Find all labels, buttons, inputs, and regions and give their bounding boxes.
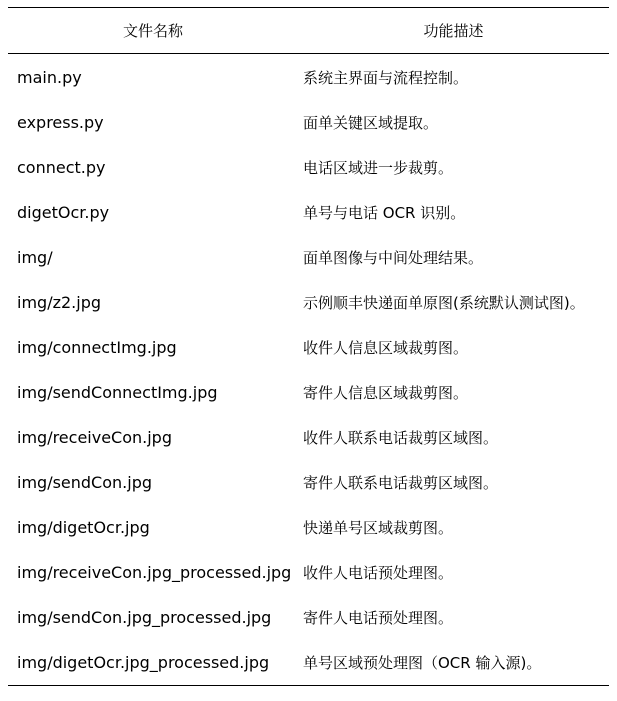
file-name-cell: img/receiveCon.jpg_processed.jpg xyxy=(17,563,292,582)
description-cell: 面单图像与中间处理结果。 xyxy=(303,249,484,267)
table-row xyxy=(8,100,609,145)
table-row xyxy=(8,145,609,190)
file-name-cell: img/z2.jpg xyxy=(17,293,101,312)
description-cell: 单号区域预处理图（OCR 输入源)。 xyxy=(303,654,542,672)
header-description: 功能描述 xyxy=(423,22,484,40)
file-name-cell: main.py xyxy=(17,68,82,87)
table-row xyxy=(8,55,609,100)
file-name-cell: img/digetOcr.jpg xyxy=(17,518,150,537)
file-name-cell: express.py xyxy=(17,113,104,132)
table-row xyxy=(8,595,609,640)
description-cell: 收件人联系电话裁剪区域图。 xyxy=(303,429,499,447)
table-row xyxy=(8,505,609,550)
file-name-cell: img/ xyxy=(17,248,53,267)
file-description-table xyxy=(8,7,609,686)
description-cell: 快递单号区域裁剪图。 xyxy=(303,519,454,537)
description-cell: 收件人电话预处理图。 xyxy=(303,564,454,582)
bottom-rule xyxy=(8,685,609,686)
table-row xyxy=(8,460,609,505)
table-row xyxy=(8,550,609,595)
file-name-cell: img/receiveCon.jpg xyxy=(17,428,172,447)
file-name-cell: img/digetOcr.jpg_processed.jpg xyxy=(17,653,270,672)
file-name-cell: img/sendConnectImg.jpg xyxy=(17,383,218,402)
table-row xyxy=(8,370,609,415)
table-row xyxy=(8,190,609,235)
table-row xyxy=(8,415,609,460)
description-cell: 寄件人联系电话裁剪区域图。 xyxy=(303,474,499,492)
file-name-cell: img/sendCon.jpg xyxy=(17,473,152,492)
table-body xyxy=(8,54,609,685)
table-row xyxy=(8,235,609,280)
description-cell: 电话区域进一步裁剪。 xyxy=(303,159,454,177)
description-cell: 面单关键区域提取。 xyxy=(303,114,439,132)
description-cell: 示例顺丰快递面单原图(系统默认测试图)。 xyxy=(303,294,585,312)
description-cell: 单号与电话 OCR 识别。 xyxy=(303,204,466,222)
file-name-cell: digetOcr.py xyxy=(17,203,110,222)
header-file-name: 文件名称 xyxy=(122,22,183,40)
table-header xyxy=(8,8,609,53)
file-name-cell: img/connectImg.jpg xyxy=(17,338,177,357)
description-cell: 寄件人信息区域裁剪图。 xyxy=(303,384,469,402)
description-cell: 收件人信息区域裁剪图。 xyxy=(303,339,469,357)
description-cell: 系统主界面与流程控制。 xyxy=(303,69,469,87)
file-name-cell: img/sendCon.jpg_processed.jpg xyxy=(17,608,272,627)
description-cell: 寄件人电话预处理图。 xyxy=(303,609,454,627)
file-name-cell: connect.py xyxy=(17,158,106,177)
table-row xyxy=(8,325,609,370)
table-row xyxy=(8,640,609,685)
table-row xyxy=(8,280,609,325)
